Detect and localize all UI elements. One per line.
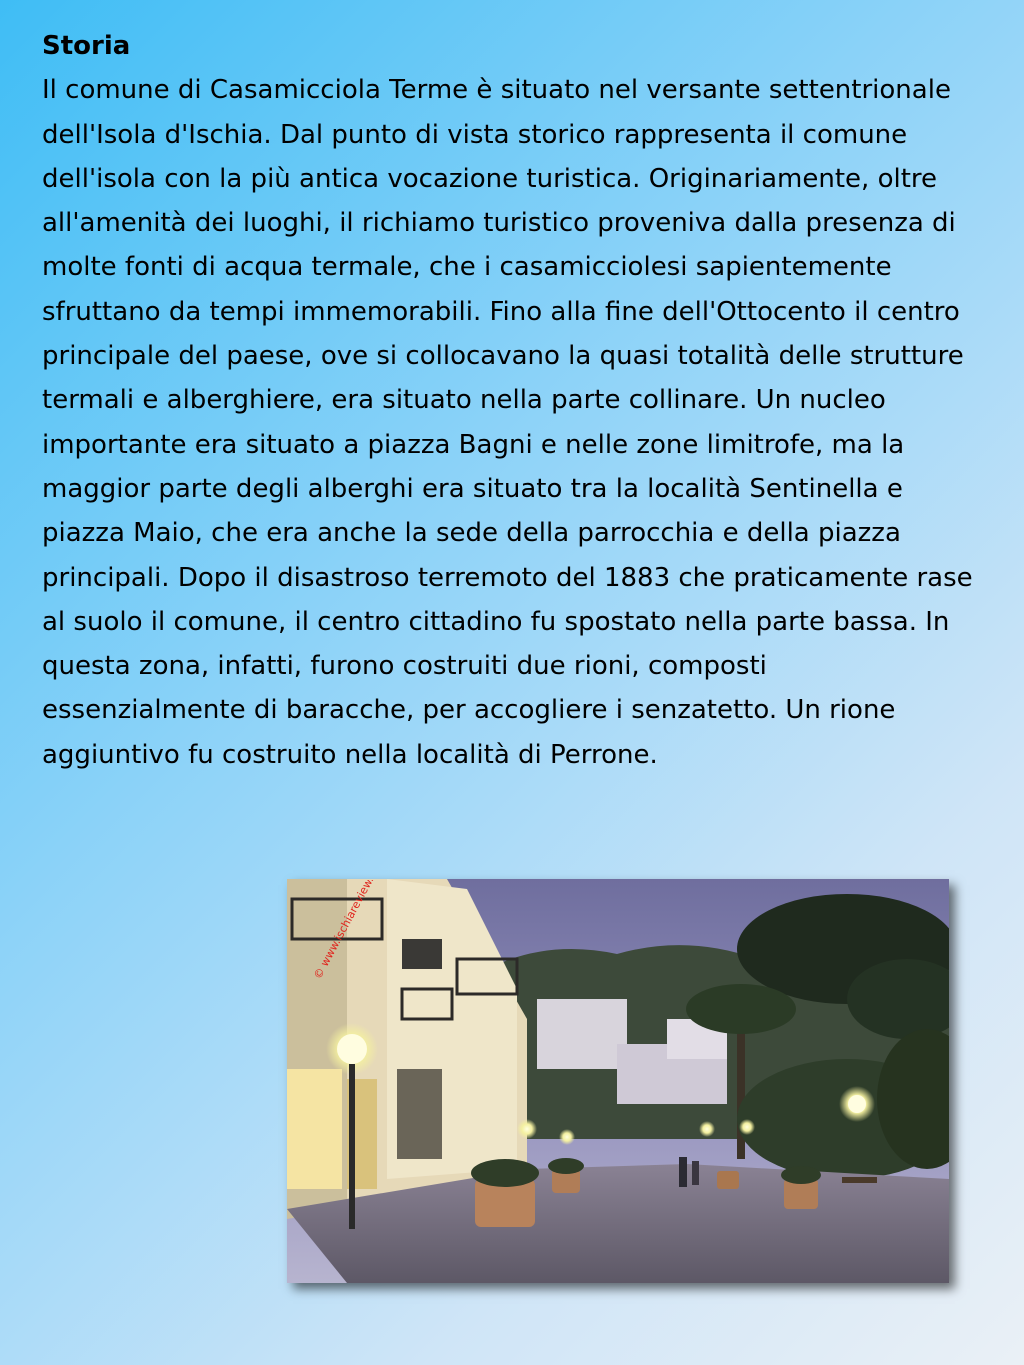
section-body: Il comune di Casamicciola Terme è situato nel versante settentrionale dell'Isola d'Ischia. Dal punto di vista storico rappresenta il comune dell'isola con la più antica vocazione turistica. Originariamente, oltre all'amenità dei luoghi, il richiamo turistico proveniva dalla presenza di molte fonti di acqua termale, che i casamicciolesi sapientemente sfruttano da tempi immemorabili. Fino alla fine dell'Ottocento il centro principale del paese, ove si collocavano la quasi totalità delle strutture termali e alberghiere, era situato nella parte collinare. Un nucleo importante era situato a piazza Bagni e nelle zone limitrofe, ma la maggior parte degli alberghi era situato tra la località Sentinella e piazza Maio, che era anche la sede della parrocchia e della piazza principali. Dopo il disastroso terremoto del 1883 che praticamente rase al suolo il comune, il centro cittadino fu spostato nella parte bassa. In questa zona, infatti, furono costruiti due rioni, composti essenzialmente di baracche, per accogliere i senzatetto. Un rione aggiuntivo fu costruito nella località di Perrone.	[42, 75, 973, 770]
text-block	[42, 24, 977, 777]
watermark-text: © www.ischiareview.com	[311, 880, 380, 982]
photo-watermark	[300, 880, 380, 994]
section-heading: Storia	[42, 31, 131, 61]
town-square-photo	[287, 879, 949, 1283]
